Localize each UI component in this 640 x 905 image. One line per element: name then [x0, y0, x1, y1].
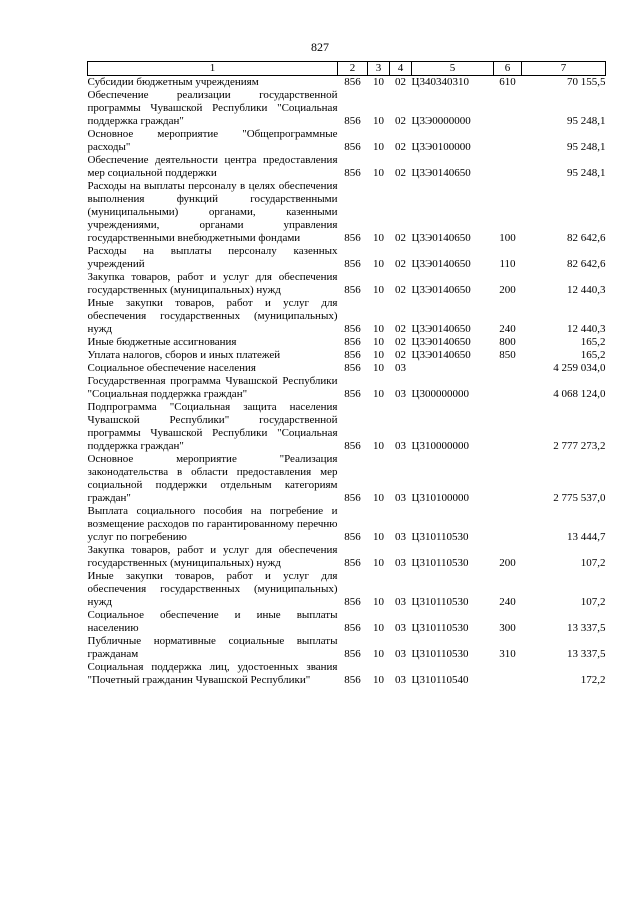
item-name: Субсидии бюджетным учреждениям	[87, 76, 259, 88]
subsection-code: 02	[395, 167, 406, 179]
section-code: 10	[373, 76, 384, 88]
item-name: Расходы на выплаты персоналу казенных учреждений	[87, 245, 338, 270]
department-code: 856	[344, 648, 361, 660]
table-row	[88, 570, 606, 609]
target-article-code: Ц310100000	[411, 492, 469, 504]
target-article-code: Ц310110530	[411, 596, 469, 608]
department-code: 856	[344, 674, 361, 686]
amount: 165,2	[580, 349, 606, 361]
item-name: Основное мероприятие "Реализация законодательства в области предоставления мер социальной поддержки отдельным категориям граждан"	[87, 453, 338, 504]
amount: 95 248,1	[567, 141, 606, 153]
column-header-3: 3	[368, 62, 390, 76]
budget-table	[87, 61, 606, 687]
department-code: 856	[344, 323, 361, 335]
department-code: 856	[344, 258, 361, 270]
department-code: 856	[344, 115, 361, 127]
subsection-code: 03	[395, 557, 406, 569]
expense-type-code	[494, 505, 522, 544]
amount: 12 440,3	[567, 323, 606, 335]
target-article-code: Ц310110540	[411, 674, 469, 686]
item-name: Социальная поддержка лиц, удостоенных звания "Почетный гражданин Чувашской Республики"	[87, 661, 338, 686]
target-article-code: Ц3Э0000000	[411, 115, 471, 127]
expense-type-code	[494, 661, 522, 687]
subsection-code: 02	[395, 141, 406, 153]
item-name: Иные закупки товаров, работ и услуг для обеспечения государственных (муниципальных) нужд	[87, 570, 338, 608]
section-code: 10	[373, 648, 384, 660]
amount: 13 337,5	[567, 648, 606, 660]
item-name: Уплата налогов, сборов и иных платежей	[87, 349, 281, 361]
subsection-code: 02	[395, 115, 406, 127]
target-article-code: Ц3Э0140650	[411, 336, 471, 348]
expense-type-code	[494, 89, 522, 128]
section-code: 10	[373, 388, 384, 400]
section-code: 10	[373, 492, 384, 504]
table-row	[88, 609, 606, 635]
expense-type-code	[494, 453, 522, 505]
table-header-row	[88, 62, 606, 76]
amount: 2 777 273,2	[553, 440, 606, 452]
subsection-code: 02	[395, 323, 406, 335]
subsection-code: 02	[395, 336, 406, 348]
item-name: Социальное обеспечение населения	[87, 362, 256, 374]
expense-type-code: 300	[499, 622, 516, 634]
amount: 107,2	[580, 557, 606, 569]
expense-type-code: 100	[499, 232, 516, 244]
item-name: Основное мероприятие "Общепрограммные расходы"	[87, 128, 338, 153]
expense-type-code: 200	[499, 557, 516, 569]
section-code: 10	[373, 674, 384, 686]
amount: 95 248,1	[567, 167, 606, 179]
expense-type-code	[494, 375, 522, 401]
amount: 70 155,5	[567, 76, 606, 88]
department-code: 856	[344, 284, 361, 296]
item-name: Выплата социального пособия на погребение и возмещение расходов по гарантированному перечню услуг по погребению	[87, 505, 338, 543]
table-row	[88, 245, 606, 271]
item-name: Подпрограмма "Социальная защита населения Чувашской Республики" государственной программы Чувашской Республики "Социальная поддержка граждан"	[87, 401, 338, 452]
table-row	[88, 89, 606, 128]
table-row	[88, 180, 606, 245]
table-row	[88, 362, 606, 375]
amount: 13 444,7	[567, 531, 606, 543]
expense-type-code: 240	[499, 596, 516, 608]
target-article-code: Ц310110530	[411, 531, 469, 543]
department-code: 856	[344, 232, 361, 244]
target-article-code: Ц3Э0140650	[411, 232, 471, 244]
section-code: 10	[373, 258, 384, 270]
target-article-code: Ц3Э0100000	[411, 141, 471, 153]
subsection-code: 02	[395, 349, 406, 361]
target-article-code: Ц3Э0140650	[411, 349, 471, 361]
expense-type-code	[494, 128, 522, 154]
target-article-code: Ц3Э0140650	[411, 167, 471, 179]
department-code: 856	[344, 531, 361, 543]
item-name: Закупка товаров, работ и услуг для обеспечения государственных (муниципальных) нужд	[87, 544, 338, 569]
section-code: 10	[373, 115, 384, 127]
section-code: 10	[373, 323, 384, 335]
section-code: 10	[373, 336, 384, 348]
section-code: 10	[373, 362, 384, 374]
subsection-code: 03	[395, 622, 406, 634]
column-header-1: 1	[88, 62, 338, 76]
item-name: Иные закупки товаров, работ и услуг для обеспечения государственных (муниципальных) нужд	[87, 297, 338, 335]
target-article-code: Ц3Э0140650	[411, 323, 471, 335]
amount: 82 642,6	[567, 232, 606, 244]
column-header-7: 7	[522, 62, 606, 76]
department-code: 856	[344, 596, 361, 608]
table-row	[88, 154, 606, 180]
item-name: Иные бюджетные ассигнования	[87, 336, 237, 348]
expense-type-code: 610	[499, 76, 516, 88]
department-code: 856	[344, 440, 361, 452]
amount: 172,2	[580, 674, 606, 686]
target-article-code: Ц310110530	[411, 622, 469, 634]
section-code: 10	[373, 232, 384, 244]
department-code: 856	[344, 362, 361, 374]
section-code: 10	[373, 531, 384, 543]
department-code: 856	[344, 336, 361, 348]
target-article-code: Ц310000000	[411, 440, 469, 452]
section-code: 10	[373, 596, 384, 608]
expense-type-code: 240	[499, 323, 516, 335]
table-row	[88, 661, 606, 687]
amount: 95 248,1	[567, 115, 606, 127]
table-row	[88, 76, 606, 90]
department-code: 856	[344, 349, 361, 361]
table-row	[88, 635, 606, 661]
table-row	[88, 297, 606, 336]
expense-type-code: 800	[499, 336, 516, 348]
column-header-5: 5	[412, 62, 494, 76]
page-number: 827	[311, 40, 329, 54]
section-code: 10	[373, 167, 384, 179]
department-code: 856	[344, 167, 361, 179]
item-name: Публичные нормативные социальные выплаты гражданам	[87, 635, 338, 660]
amount: 165,2	[580, 336, 606, 348]
item-name: Государственная программа Чувашской Республики "Социальная поддержка граждан"	[87, 375, 338, 400]
section-code: 10	[373, 622, 384, 634]
subsection-code: 02	[395, 232, 406, 244]
target-article-code: Ц3Э0140650	[411, 258, 471, 270]
subsection-code: 02	[395, 76, 406, 88]
subsection-code: 03	[395, 648, 406, 660]
target-article-code: Ц3Э0140650	[411, 284, 471, 296]
amount: 13 337,5	[567, 622, 606, 634]
item-name: Обеспечение реализации государственной программы Чувашской Республики "Социальная поддержка граждан"	[87, 89, 338, 127]
amount: 4 259 034,0	[553, 362, 606, 374]
amount: 4 068 124,0	[553, 388, 606, 400]
column-header-2: 2	[338, 62, 368, 76]
amount: 107,2	[580, 596, 606, 608]
target-article-code	[412, 362, 494, 375]
target-article-code: Ц340340310	[411, 76, 469, 88]
item-name: Закупка товаров, работ и услуг для обеспечения государственных (муниципальных) нужд	[87, 271, 338, 296]
amount: 82 642,6	[567, 258, 606, 270]
expense-type-code	[494, 362, 522, 375]
table-row	[88, 401, 606, 453]
department-code: 856	[344, 141, 361, 153]
table-row	[88, 453, 606, 505]
department-code: 856	[344, 557, 361, 569]
subsection-code: 03	[395, 388, 406, 400]
item-name: Обеспечение деятельности центра предоставления мер социальной поддержки	[87, 154, 338, 179]
table-row	[88, 544, 606, 570]
table-row	[88, 271, 606, 297]
column-header-6: 6	[494, 62, 522, 76]
item-name: Расходы на выплаты персоналу в целях обеспечения выполнения функций государственными (муниципальными) органами, казенными учреждениями, органами управления государственными внебюджетными фондами	[87, 180, 338, 244]
item-name: Социальное обеспечение и иные выплаты населению	[87, 609, 338, 634]
expense-type-code: 310	[499, 648, 516, 660]
table-row	[88, 128, 606, 154]
department-code: 856	[344, 76, 361, 88]
target-article-code: Ц310110530	[411, 557, 469, 569]
amount: 2 775 537,0	[553, 492, 606, 504]
table-row	[88, 336, 606, 349]
column-header-4: 4	[390, 62, 412, 76]
subsection-code: 03	[395, 596, 406, 608]
amount: 12 440,3	[567, 284, 606, 296]
section-code: 10	[373, 349, 384, 361]
target-article-code: Ц300000000	[411, 388, 469, 400]
expense-type-code: 200	[499, 284, 516, 296]
subsection-code: 03	[395, 492, 406, 504]
subsection-code: 02	[395, 258, 406, 270]
expense-type-code	[494, 401, 522, 453]
department-code: 856	[344, 622, 361, 634]
subsection-code: 03	[395, 531, 406, 543]
section-code: 10	[373, 284, 384, 296]
subsection-code: 03	[395, 440, 406, 452]
section-code: 10	[373, 557, 384, 569]
department-code: 856	[344, 492, 361, 504]
table-row	[88, 505, 606, 544]
table-row	[88, 349, 606, 362]
target-article-code: Ц310110530	[411, 648, 469, 660]
table-row	[88, 375, 606, 401]
section-code: 10	[373, 141, 384, 153]
expense-type-code: 850	[499, 349, 516, 361]
expense-type-code: 110	[499, 258, 516, 270]
section-code: 10	[373, 440, 384, 452]
subsection-code: 02	[395, 284, 406, 296]
expense-type-code	[494, 154, 522, 180]
subsection-code: 03	[395, 362, 406, 374]
department-code: 856	[344, 388, 361, 400]
table-body	[88, 76, 606, 688]
subsection-code: 03	[395, 674, 406, 686]
